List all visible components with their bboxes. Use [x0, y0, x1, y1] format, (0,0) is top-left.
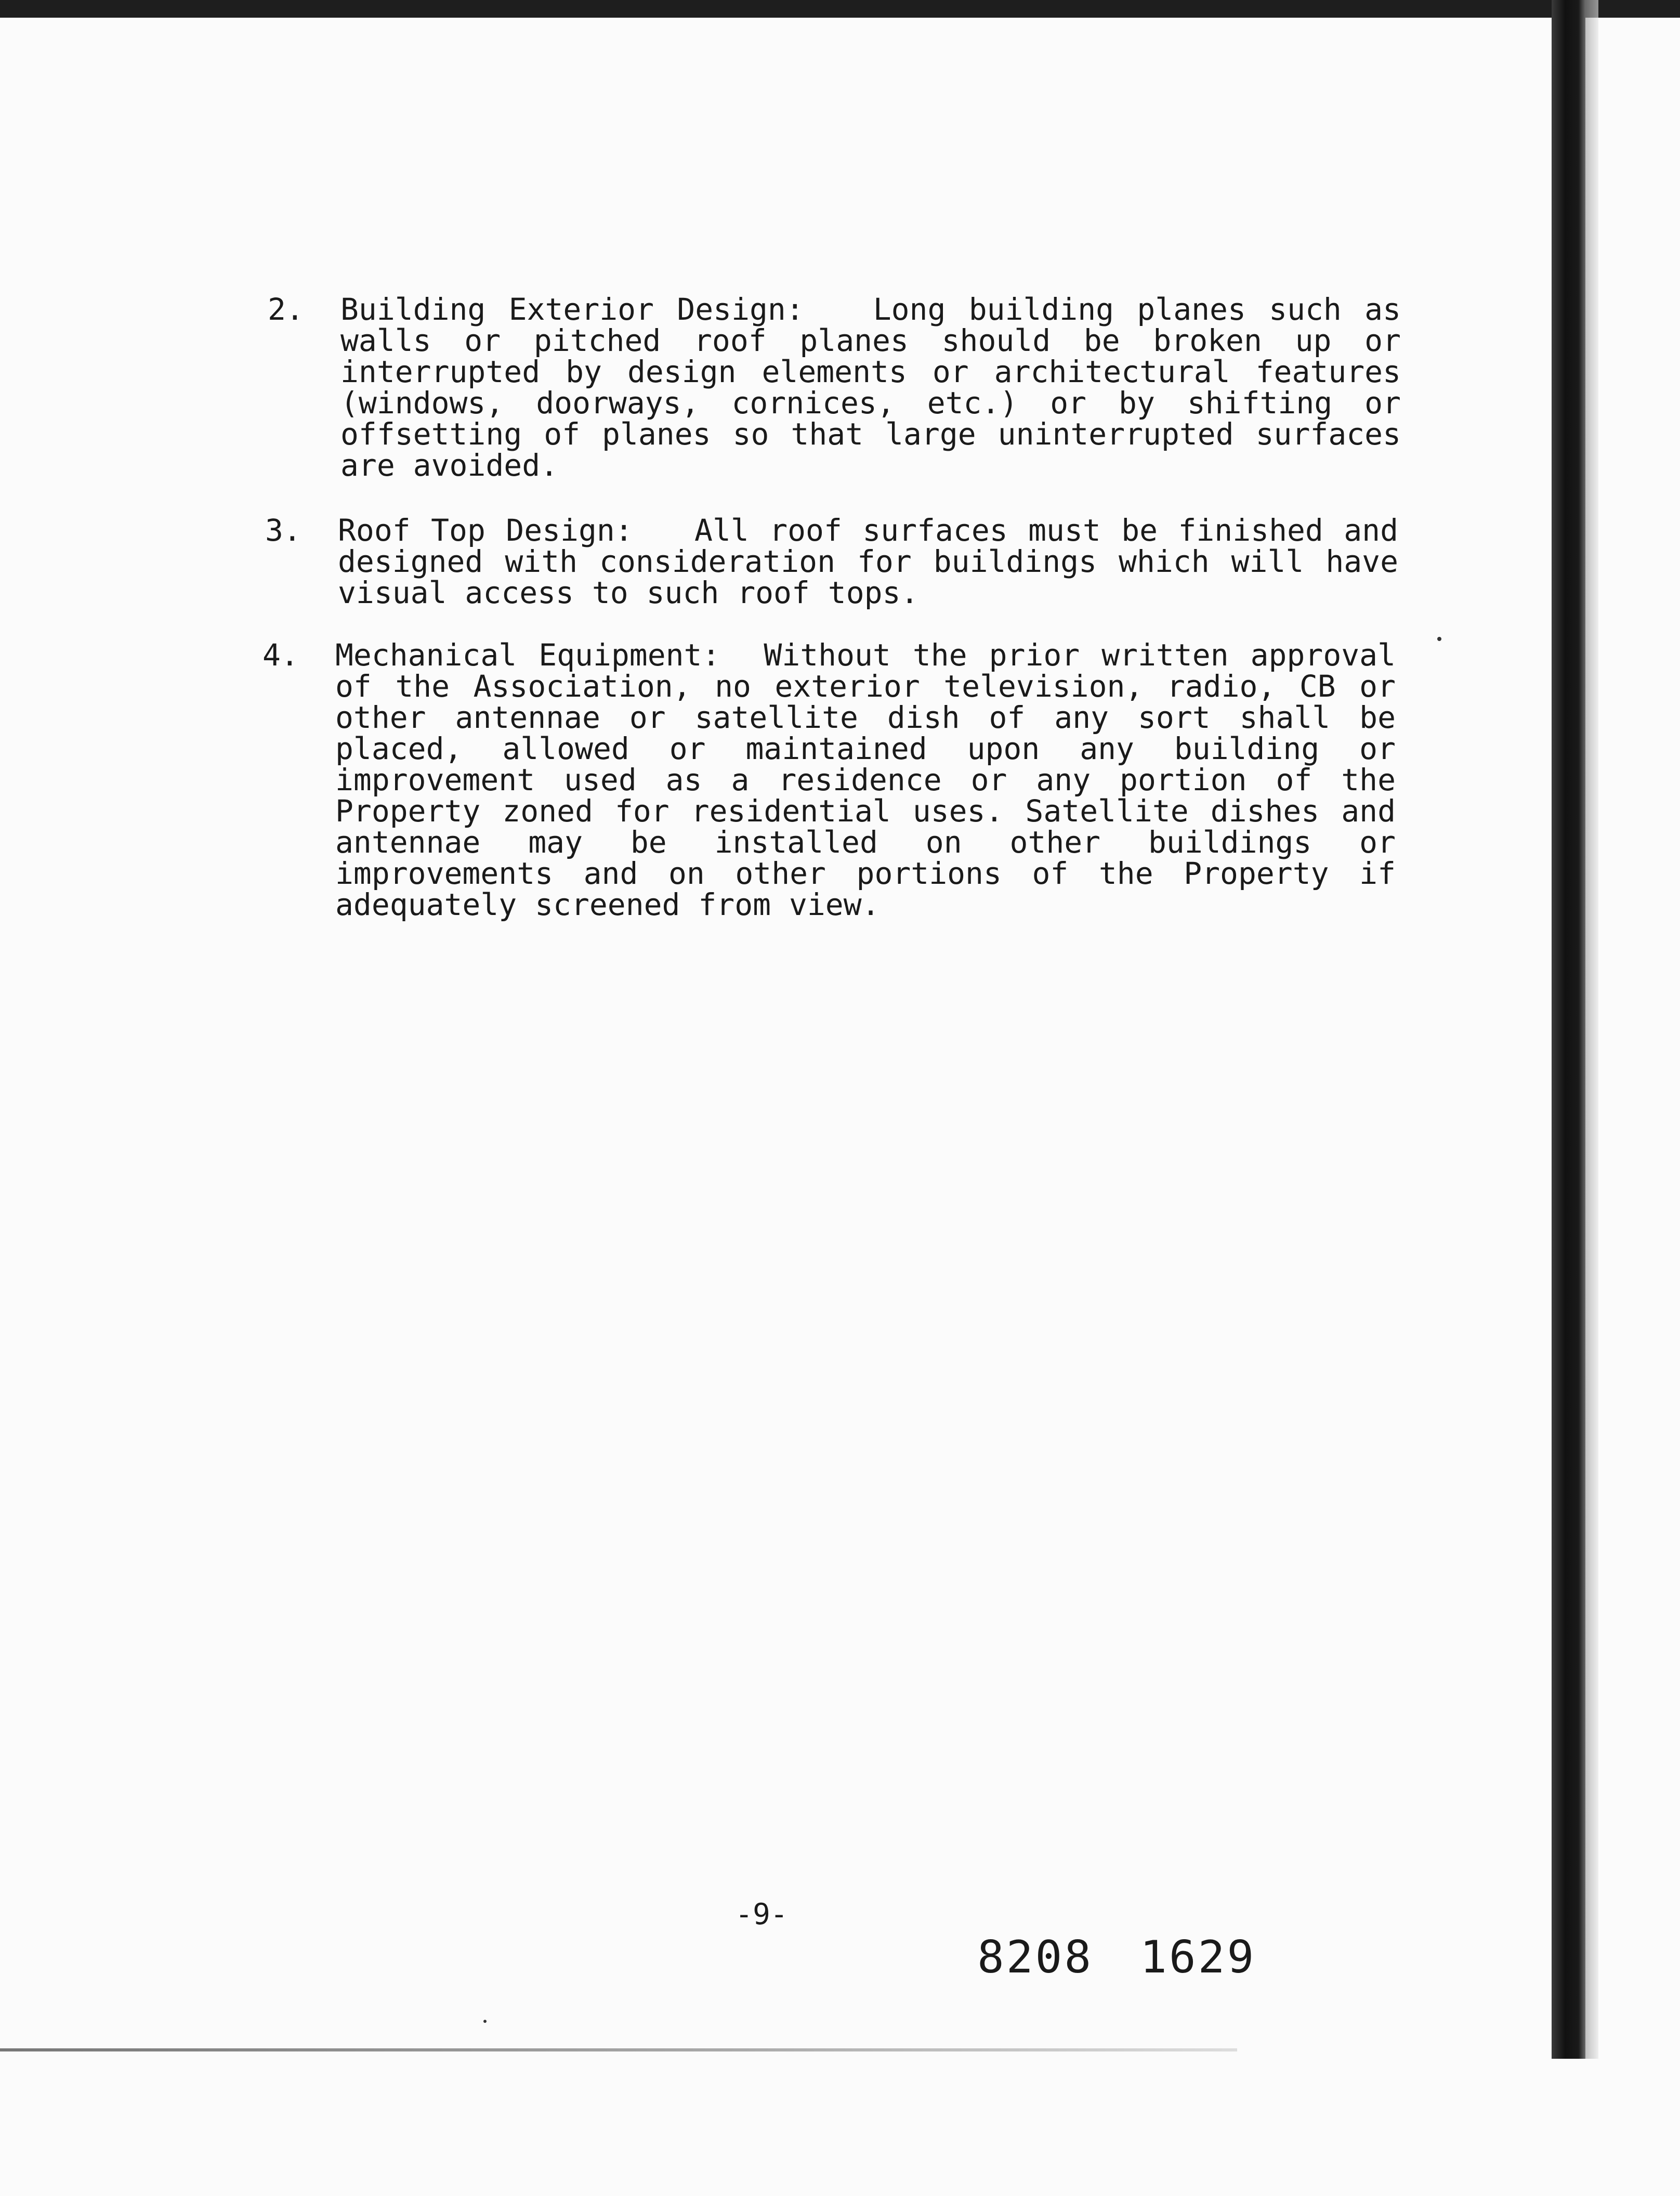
item-number: 3. — [265, 513, 301, 548]
scan-right-edge — [1552, 0, 1585, 2059]
scan-right-edge-highlight — [1585, 0, 1598, 2059]
item-number: 2. — [268, 292, 304, 327]
item-text: All roof surfaces must be finished and designed with consideration for buildings which will have visual access to such roof tops. — [338, 513, 1399, 610]
scan-top-edge — [0, 0, 1680, 18]
page-number: -9- — [735, 1898, 788, 1931]
recording-number — [977, 1931, 1256, 1983]
item-text: Long building planes such as walls or pitched roof planes should be broken up or interrupted by design elements or architectural features (windows, doorways, cornices, etc.) or by shifting or offsetting of planes so that large uninterrupted surfaces are avoided. — [340, 292, 1401, 483]
scan-speck — [483, 2020, 487, 2023]
item-title: Mechanical Equipment: — [335, 637, 720, 673]
item-body — [340, 294, 1401, 481]
item-title: Building Exterior Design: — [340, 292, 804, 327]
item-body — [338, 515, 1398, 608]
scan-speck — [1437, 637, 1441, 641]
item-body — [335, 639, 1396, 920]
recording-book: 8208 — [977, 1931, 1094, 1983]
scan-bottom-rule — [0, 2048, 1237, 2051]
recording-page: 1629 — [1140, 1931, 1256, 1983]
item-number: 4. — [262, 637, 299, 673]
item-text: Without the prior written approval of the Association, no exterior television, radio, CB or other antennae or satellite dish of any sort shall be placed, allowed or maintained upon any building or improvement used as a residence or any portion of the Property zoned for residential uses. Satellite dishes and antennae may be installed on other buildings or improvements and on other portions of the Property if adequately screened from view. — [335, 637, 1396, 922]
item-title: Roof Top Design: — [338, 513, 633, 548]
